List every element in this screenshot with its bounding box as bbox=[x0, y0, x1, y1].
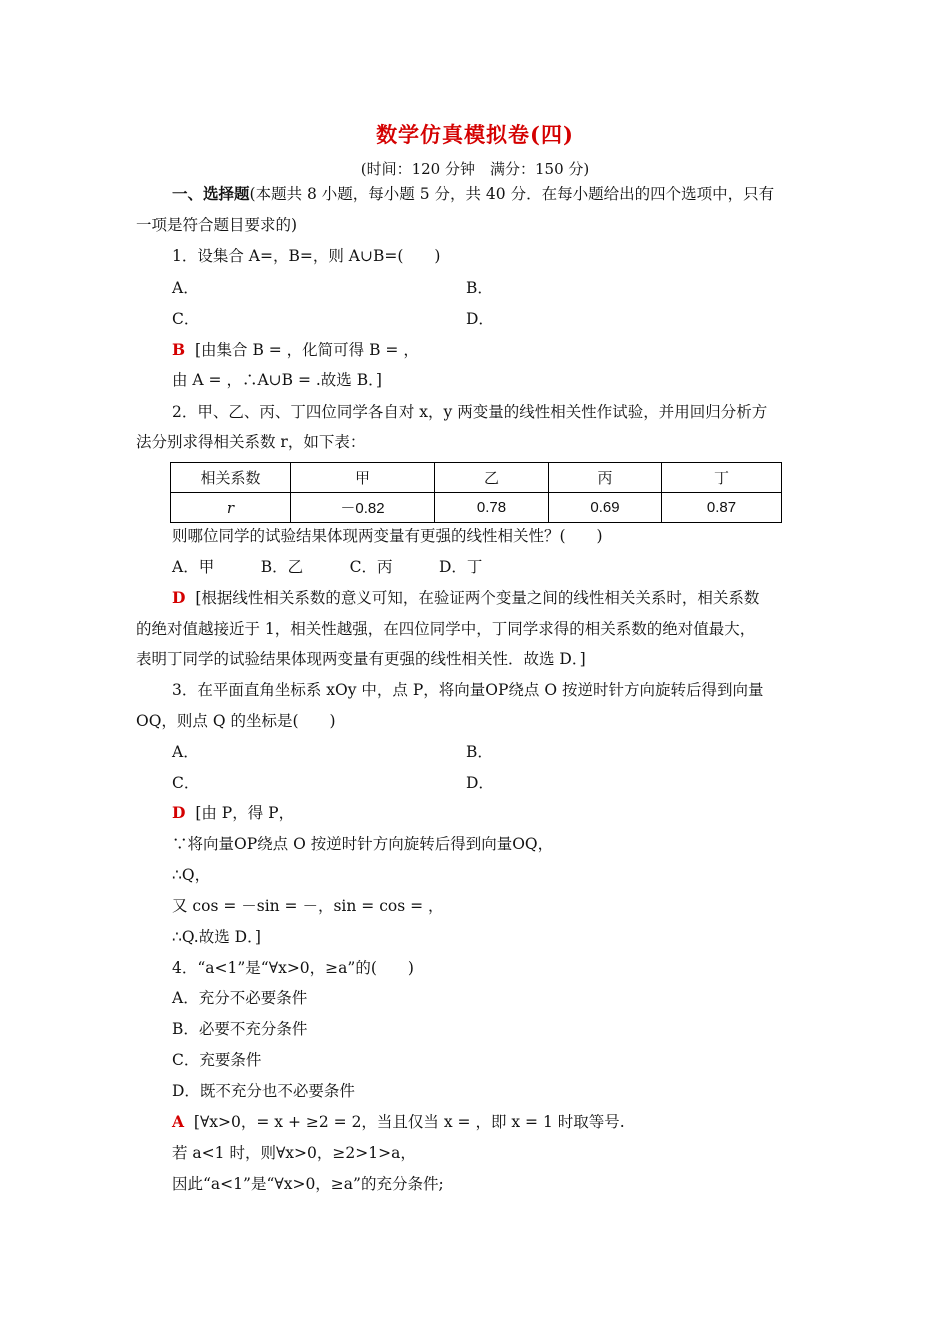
table-cell: 0.69 bbox=[549, 493, 662, 523]
q3-solution-cont: ∴Q， bbox=[172, 866, 211, 884]
table-header-cell: 甲 bbox=[291, 463, 435, 493]
q3-solution-cont: ∴Q.故选 D．] bbox=[172, 928, 261, 946]
q2-solution-cont: 表明丁同学的试验结果体现两变量有更强的线性相关性．故选 D．] bbox=[136, 650, 586, 668]
q4-option-c: C．充要条件 bbox=[172, 1051, 262, 1069]
q1-option-b: B． bbox=[466, 279, 493, 297]
table-cell: 0.78 bbox=[435, 493, 549, 523]
q2-stem: 2．甲、乙、丙、丁四位同学各自对 x，y 两变量的线性相关性作试验，并用回归分析方 bbox=[172, 403, 768, 421]
q2-stem-cont: 法分别求得相关系数 r，如下表： bbox=[136, 433, 366, 451]
page-title: 数学仿真模拟卷(四) bbox=[376, 122, 574, 147]
table-header-row bbox=[171, 463, 782, 493]
q4-solution-text: [∀x>0，= x + ≥2 = 2，当且仅当 x = ，即 x = 1 时取等号. bbox=[193, 1113, 625, 1131]
q4-option-b: B．必要不充分条件 bbox=[172, 1020, 308, 1038]
q3-solution-text: [由 P，得 P， bbox=[195, 804, 295, 822]
q4-solution-cont: 若 a<1 时，则∀x>0，≥2>1>a， bbox=[172, 1144, 416, 1162]
q4-stem: 4．“a<1”是“∀x>0，≥a”的( ) bbox=[172, 959, 414, 977]
table-cell: r bbox=[171, 493, 291, 523]
q4-answer: A bbox=[172, 1112, 185, 1131]
table-header-cell: 相关系数 bbox=[171, 463, 291, 493]
q1-solution-cont: 由 A = ，∴A∪B = .故选 B．] bbox=[172, 371, 382, 389]
q1-option-d: D． bbox=[466, 310, 494, 328]
q3-option-c: C． bbox=[172, 774, 200, 792]
q3-stem: 3．在平面直角坐标系 xOy 中，点 P，将向量OP绕点 O 按逆时针方向旋转后得到向量 bbox=[172, 681, 764, 699]
q3-option-d: D． bbox=[466, 774, 494, 792]
correlation-table bbox=[170, 462, 782, 523]
q1-solution-line bbox=[172, 340, 419, 360]
q4-solution-line bbox=[172, 1112, 625, 1132]
q3-solution-cont: 又 cos = －sin = －，sin = cos = ， bbox=[172, 897, 444, 915]
q1-stem: 1．设集合 A=，B=，则 A∪B=( ) bbox=[172, 247, 441, 265]
q3-option-a: A． bbox=[172, 743, 199, 761]
q3-option-b: B． bbox=[466, 743, 493, 761]
table-row bbox=[171, 493, 782, 523]
q1-solution-text: [由集合 B = ，化简可得 B = ， bbox=[194, 341, 419, 359]
q2-options: A．甲 B．乙 C．丙 D．丁 bbox=[172, 558, 483, 576]
q4-solution-cont: 因此“a<1”是“∀x>0，≥a”的充分条件; bbox=[172, 1175, 444, 1193]
section-intro-cont: 一项是符合题目要求的) bbox=[136, 216, 298, 234]
q3-answer: D bbox=[172, 803, 186, 822]
table-header-cell: 丙 bbox=[549, 463, 662, 493]
table-cell: 0.87 bbox=[662, 493, 782, 523]
q4-option-d: D．既不充分也不必要条件 bbox=[172, 1082, 355, 1100]
q1-option-a: A． bbox=[172, 279, 199, 297]
exam-info: (时间：120 分钟 满分：150 分) bbox=[360, 160, 590, 178]
q3-solution-cont: ∵将向量OP绕点 O 按逆时针方向旋转后得到向量OQ， bbox=[172, 835, 554, 853]
q1-answer: B bbox=[172, 340, 186, 359]
q1-option-c: C． bbox=[172, 310, 200, 328]
q2-solution-text: [根据线性相关系数的意义可知，在验证两个变量之间的线性相关关系时，相关系数 bbox=[195, 589, 760, 607]
section-heading-line bbox=[172, 184, 774, 204]
q3-stem-cont: OQ，则点 Q 的坐标是( ) bbox=[136, 712, 336, 730]
table-header-cell: 丁 bbox=[662, 463, 782, 493]
q2-question: 则哪位同学的试验结果体现两变量有更强的线性相关性？( ) bbox=[172, 527, 603, 545]
q2-solution-cont: 的绝对值越接近于 1，相关性越强，在四位同学中，丁同学求得的相关系数的绝对值最大， bbox=[136, 620, 756, 638]
section-intro: (本题共 8 小题，每小题 5 分，共 40 分．在每小题给出的四个选项中，只有 bbox=[249, 185, 775, 203]
q4-option-a: A．充分不必要条件 bbox=[172, 989, 308, 1007]
section-heading: 一、选择题 bbox=[172, 184, 250, 203]
q2-solution-line bbox=[172, 588, 759, 608]
q2-answer: D bbox=[172, 588, 186, 607]
q3-solution-line bbox=[172, 803, 294, 823]
table-cell: －0.82 bbox=[291, 493, 435, 523]
table-header-cell: 乙 bbox=[435, 463, 549, 493]
